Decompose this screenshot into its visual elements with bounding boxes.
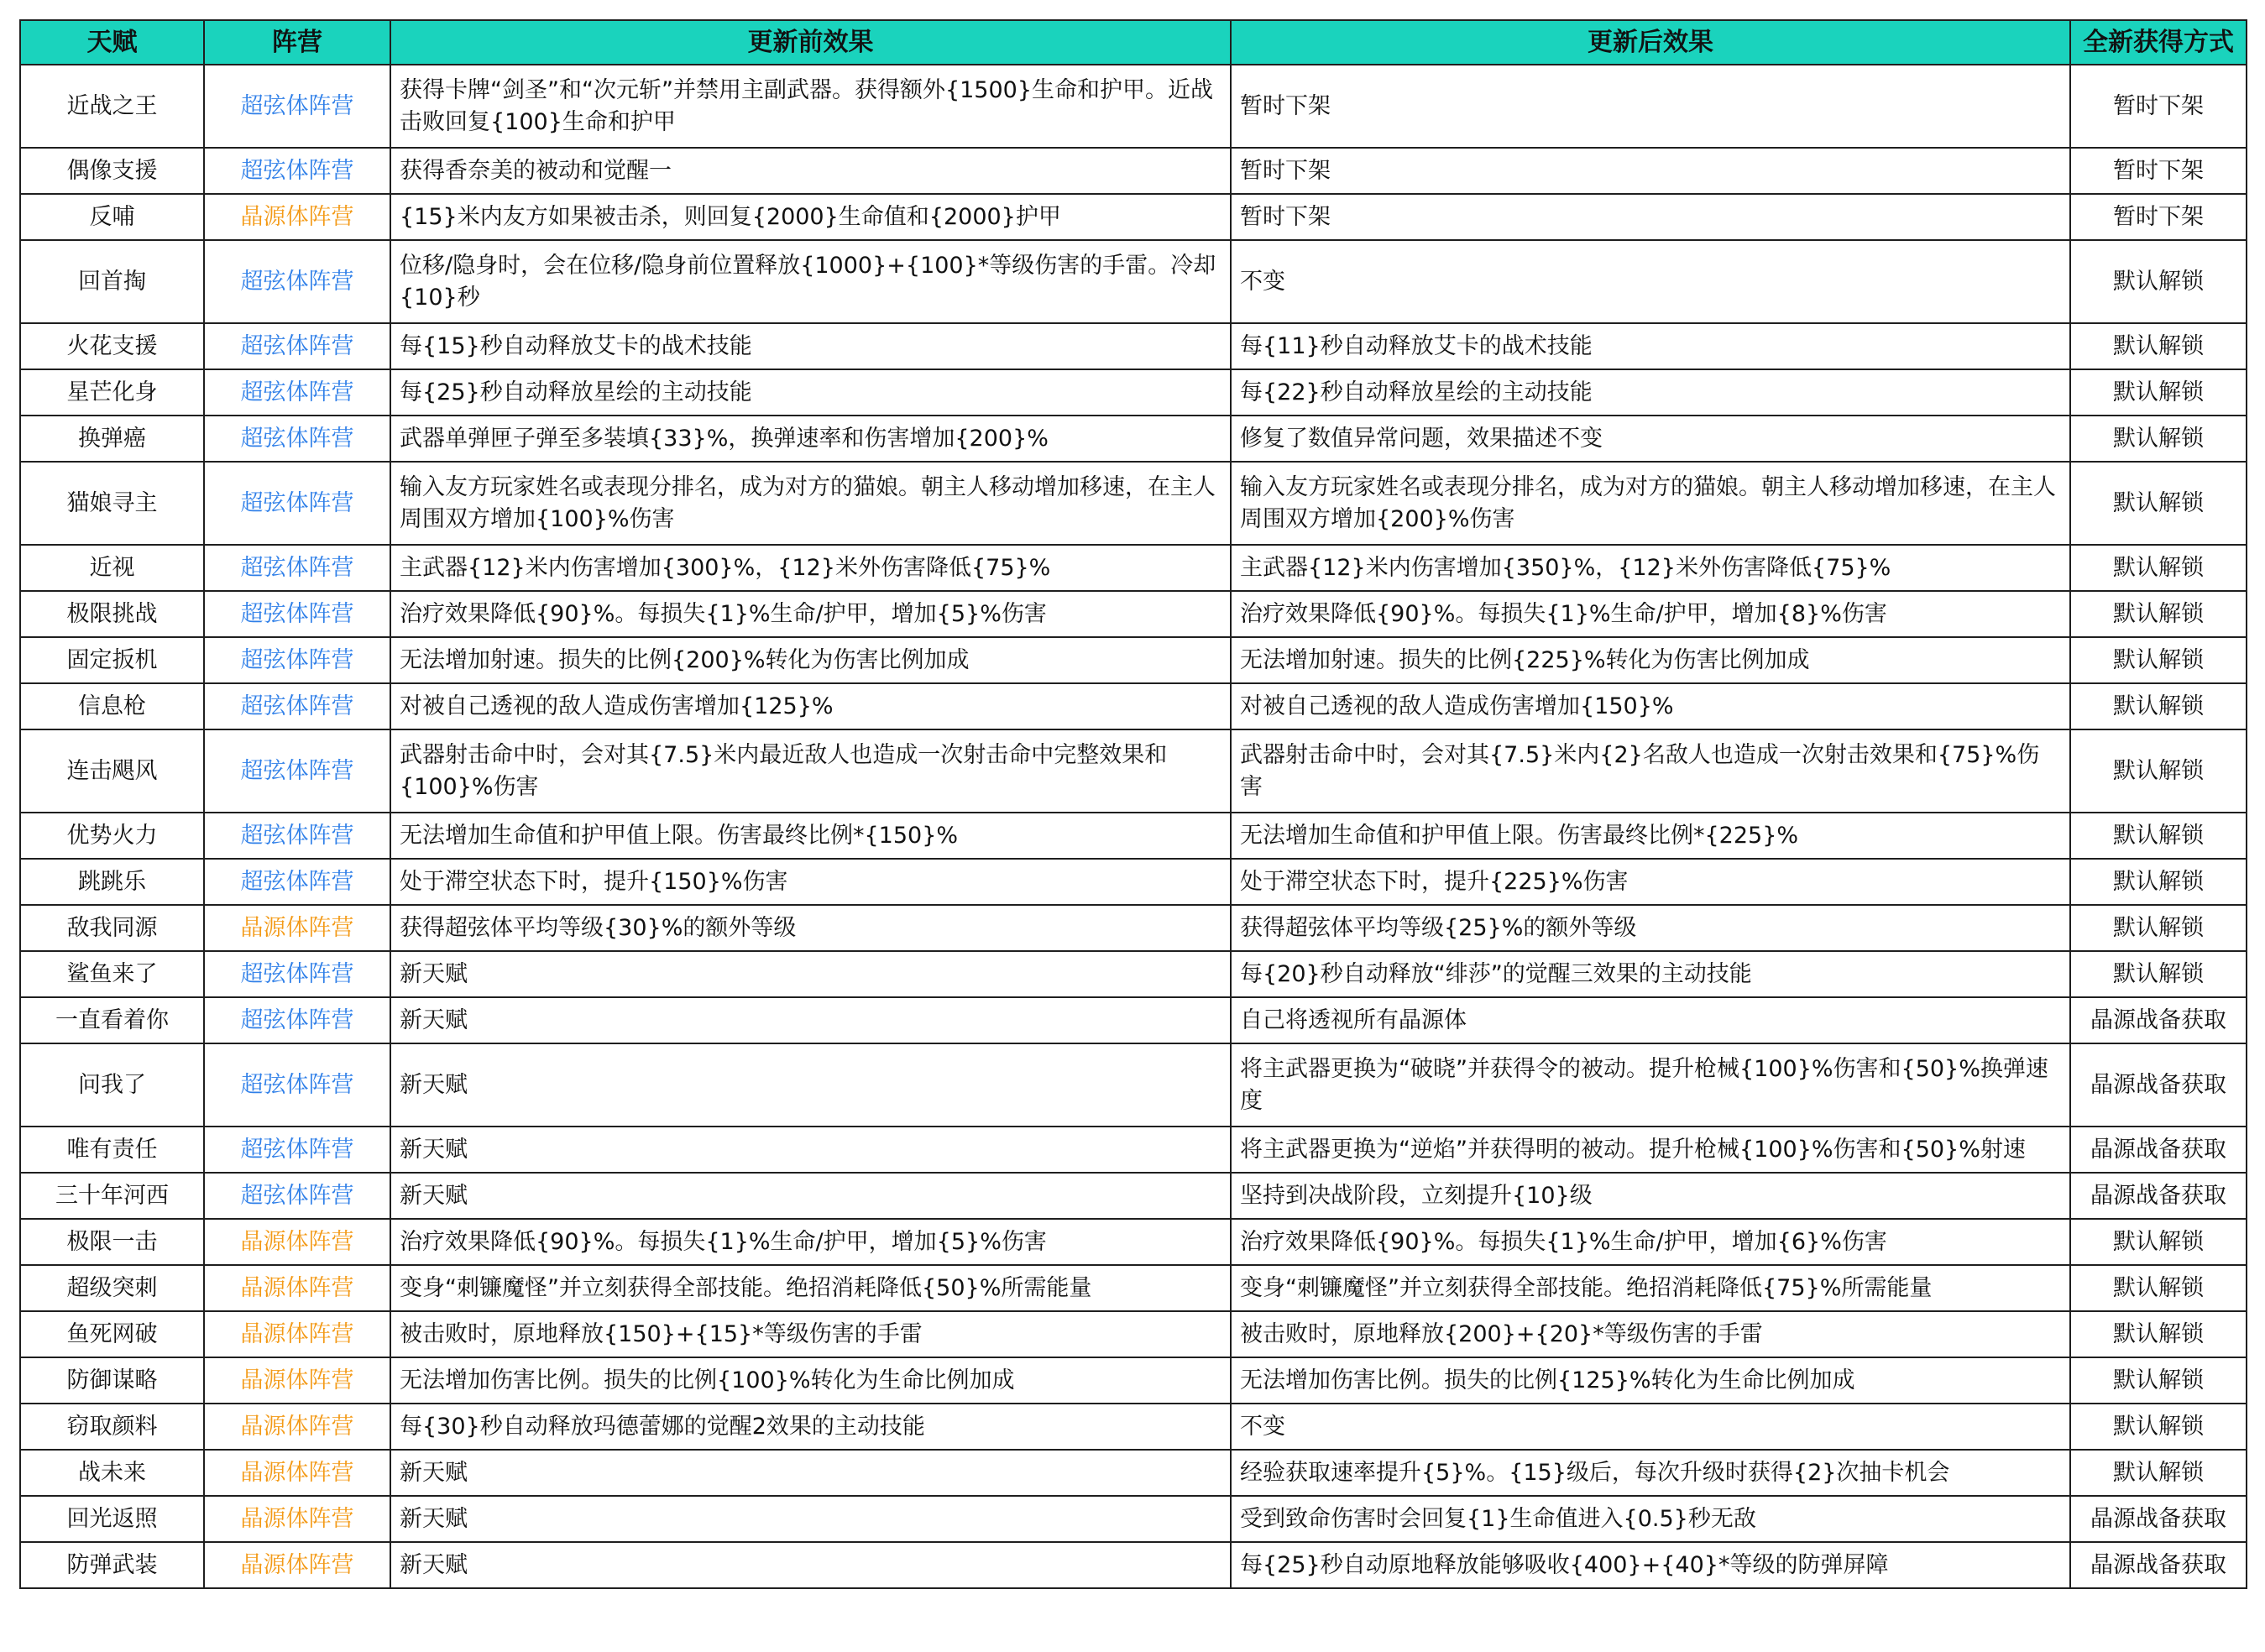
table-row [20, 1404, 2247, 1450]
table-row [20, 1450, 2247, 1496]
camp-cell: 晶源体阵营 [204, 905, 390, 951]
after-effect-cell: 每{11}秒自动释放艾卡的战术技能 [1231, 323, 2070, 369]
talent-name-cell: 敌我同源 [20, 905, 204, 951]
camp-cell: 超弦体阵营 [204, 462, 390, 545]
table-row [20, 1357, 2247, 1404]
talent-name-cell: 一直看着你 [20, 997, 204, 1043]
after-effect-cell: 变身“刺镰魔怪”并立刻获得全部技能。绝招消耗降低{75}%所需能量 [1231, 1265, 2070, 1311]
before-effect-cell: 新天赋 [390, 1173, 1231, 1219]
table-row [20, 65, 2247, 148]
table-row [20, 1542, 2247, 1588]
camp-cell: 超弦体阵营 [204, 1043, 390, 1127]
table-row [20, 1311, 2247, 1357]
after-effect-cell: 无法增加射速。损失的比例{225}%转化为伤害比例加成 [1231, 637, 2070, 683]
after-effect-cell: 治疗效果降低{90}%。每损失{1}%生命/护甲，增加{8}%伤害 [1231, 591, 2070, 637]
before-effect-cell: 位移/隐身时，会在位移/隐身前位置释放{1000}+{100}*等级伤害的手雷。冷却{10}秒 [390, 240, 1231, 323]
acquire-method-cell: 默认解锁 [2070, 462, 2247, 545]
after-effect-cell: 不变 [1231, 240, 2070, 323]
acquire-method-cell: 晶源战备获取 [2070, 1043, 2247, 1127]
camp-cell: 晶源体阵营 [204, 1357, 390, 1404]
before-effect-cell: 无法增加射速。损失的比例{200}%转化为伤害比例加成 [390, 637, 1231, 683]
acquire-method-cell: 暂时下架 [2070, 148, 2247, 194]
talent-name-cell: 信息枪 [20, 683, 204, 729]
after-effect-cell: 每{22}秒自动释放星绘的主动技能 [1231, 369, 2070, 416]
camp-cell: 超弦体阵营 [204, 813, 390, 859]
acquire-method-cell: 默认解锁 [2070, 1357, 2247, 1404]
acquire-method-cell: 默认解锁 [2070, 683, 2247, 729]
talent-name-cell: 防御谋略 [20, 1357, 204, 1404]
acquire-method-cell: 默认解锁 [2070, 729, 2247, 813]
before-effect-cell: 治疗效果降低{90}%。每损失{1}%生命/护甲，增加{5}%伤害 [390, 591, 1231, 637]
talent-name-cell: 极限挑战 [20, 591, 204, 637]
header-before-effect: 更新前效果 [390, 20, 1231, 65]
acquire-method-cell: 晶源战备获取 [2070, 1542, 2247, 1588]
camp-cell: 超弦体阵营 [204, 240, 390, 323]
acquire-method-cell: 默认解锁 [2070, 369, 2247, 416]
talent-name-cell: 超级突刺 [20, 1265, 204, 1311]
table-row [20, 905, 2247, 951]
before-effect-cell: 武器射击命中时，会对其{7.5}米内最近敌人也造成一次射击命中完整效果和{100}%伤害 [390, 729, 1231, 813]
talent-name-cell: 猫娘寻主 [20, 462, 204, 545]
header-talent: 天赋 [20, 20, 204, 65]
table-row [20, 951, 2247, 997]
talent-name-cell: 近视 [20, 545, 204, 591]
talent-name-cell: 近战之王 [20, 65, 204, 148]
talent-update-table [19, 19, 2247, 1589]
table-row [20, 1127, 2247, 1173]
before-effect-cell: 每{30}秒自动释放玛德蕾娜的觉醒2效果的主动技能 [390, 1404, 1231, 1450]
acquire-method-cell: 暂时下架 [2070, 65, 2247, 148]
after-effect-cell: 不变 [1231, 1404, 2070, 1450]
camp-cell: 晶源体阵营 [204, 1265, 390, 1311]
camp-cell: 超弦体阵营 [204, 1173, 390, 1219]
table-row [20, 997, 2247, 1043]
table-row [20, 859, 2247, 905]
after-effect-cell: 主武器{12}米内伤害增加{350}%，{12}米外伤害降低{75}% [1231, 545, 2070, 591]
after-effect-cell: 被击败时，原地释放{200}+{20}*等级伤害的手雷 [1231, 1311, 2070, 1357]
after-effect-cell: 将主武器更换为“破晓”并获得令的被动。提升枪械{100}%伤害和{50}%换弹速度 [1231, 1043, 2070, 1127]
acquire-method-cell: 晶源战备获取 [2070, 997, 2247, 1043]
table-row [20, 1043, 2247, 1127]
talent-name-cell: 防弹武装 [20, 1542, 204, 1588]
acquire-method-cell: 默认解锁 [2070, 637, 2247, 683]
camp-cell: 超弦体阵营 [204, 729, 390, 813]
before-effect-cell: {15}米内友方如果被击杀，则回复{2000}生命值和{2000}护甲 [390, 194, 1231, 240]
acquire-method-cell: 默认解锁 [2070, 323, 2247, 369]
camp-cell: 超弦体阵营 [204, 859, 390, 905]
table-row [20, 1219, 2247, 1265]
header-row [20, 20, 2247, 65]
after-effect-cell: 无法增加伤害比例。损失的比例{125}%转化为生命比例加成 [1231, 1357, 2070, 1404]
talent-name-cell: 连击飓风 [20, 729, 204, 813]
acquire-method-cell: 暂时下架 [2070, 194, 2247, 240]
table-row [20, 1265, 2247, 1311]
acquire-method-cell: 晶源战备获取 [2070, 1127, 2247, 1173]
talent-name-cell: 回首掏 [20, 240, 204, 323]
table-row [20, 240, 2247, 323]
camp-cell: 超弦体阵营 [204, 416, 390, 462]
talent-name-cell: 固定扳机 [20, 637, 204, 683]
talent-name-cell: 鲨鱼来了 [20, 951, 204, 997]
table-row [20, 369, 2247, 416]
talent-name-cell: 窃取颜料 [20, 1404, 204, 1450]
talent-name-cell: 反哺 [20, 194, 204, 240]
before-effect-cell: 输入友方玩家姓名或表现分排名，成为对方的猫娘。朝主人移动增加移速，在主人周围双方增加{100}%伤害 [390, 462, 1231, 545]
acquire-method-cell: 默认解锁 [2070, 240, 2247, 323]
acquire-method-cell: 默认解锁 [2070, 1311, 2247, 1357]
table-row [20, 462, 2247, 545]
after-effect-cell: 治疗效果降低{90}%。每损失{1}%生命/护甲，增加{6}%伤害 [1231, 1219, 2070, 1265]
after-effect-cell: 自己将透视所有晶源体 [1231, 997, 2070, 1043]
after-effect-cell: 暂时下架 [1231, 65, 2070, 148]
acquire-method-cell: 默认解锁 [2070, 905, 2247, 951]
before-effect-cell: 获得卡牌“剑圣”和“次元斩”并禁用主副武器。获得额外{1500}生命和护甲。近战击败回复{100}生命和护甲 [390, 65, 1231, 148]
after-effect-cell: 处于滞空状态下时，提升{225}%伤害 [1231, 859, 2070, 905]
talent-name-cell: 火花支援 [20, 323, 204, 369]
after-effect-cell: 修复了数值异常问题，效果描述不变 [1231, 416, 2070, 462]
before-effect-cell: 新天赋 [390, 951, 1231, 997]
table-row [20, 1173, 2247, 1219]
table-row [20, 545, 2247, 591]
camp-cell: 超弦体阵营 [204, 683, 390, 729]
camp-cell: 超弦体阵营 [204, 65, 390, 148]
before-effect-cell: 对被自己透视的敌人造成伤害增加{125}% [390, 683, 1231, 729]
table-row [20, 148, 2247, 194]
acquire-method-cell: 默认解锁 [2070, 813, 2247, 859]
after-effect-cell: 无法增加生命值和护甲值上限。伤害最终比例*{225}% [1231, 813, 2070, 859]
before-effect-cell: 治疗效果降低{90}%。每损失{1}%生命/护甲，增加{5}%伤害 [390, 1219, 1231, 1265]
after-effect-cell: 每{25}秒自动原地释放能够吸收{400}+{40}*等级的防弹屏障 [1231, 1542, 2070, 1588]
after-effect-cell: 武器射击命中时，会对其{7.5}米内{2}名敌人也造成一次射击效果和{75}%伤害 [1231, 729, 2070, 813]
before-effect-cell: 每{15}秒自动释放艾卡的战术技能 [390, 323, 1231, 369]
before-effect-cell: 无法增加生命值和护甲值上限。伤害最终比例*{150}% [390, 813, 1231, 859]
after-effect-cell: 坚持到决战阶段，立刻提升{10}级 [1231, 1173, 2070, 1219]
table-row [20, 813, 2247, 859]
table-row [20, 683, 2247, 729]
before-effect-cell: 新天赋 [390, 997, 1231, 1043]
camp-cell: 晶源体阵营 [204, 1542, 390, 1588]
table-row [20, 1496, 2247, 1542]
table-row [20, 323, 2247, 369]
before-effect-cell: 变身“刺镰魔怪”并立刻获得全部技能。绝招消耗降低{50}%所需能量 [390, 1265, 1231, 1311]
talent-name-cell: 回光返照 [20, 1496, 204, 1542]
before-effect-cell: 新天赋 [390, 1043, 1231, 1127]
acquire-method-cell: 默认解锁 [2070, 951, 2247, 997]
camp-cell: 晶源体阵营 [204, 194, 390, 240]
talent-name-cell: 鱼死网破 [20, 1311, 204, 1357]
table-body [20, 65, 2247, 1588]
acquire-method-cell: 默认解锁 [2070, 1219, 2247, 1265]
acquire-method-cell: 默认解锁 [2070, 1404, 2247, 1450]
table-header [20, 20, 2247, 65]
camp-cell: 超弦体阵营 [204, 1127, 390, 1173]
before-effect-cell: 获得香奈美的被动和觉醒一 [390, 148, 1231, 194]
acquire-method-cell: 默认解锁 [2070, 1450, 2247, 1496]
table-row [20, 729, 2247, 813]
before-effect-cell: 被击败时，原地释放{150}+{15}*等级伤害的手雷 [390, 1311, 1231, 1357]
camp-cell: 超弦体阵营 [204, 545, 390, 591]
before-effect-cell: 武器单弹匣子弹至多装填{33}%，换弹速率和伤害增加{200}% [390, 416, 1231, 462]
camp-cell: 晶源体阵营 [204, 1219, 390, 1265]
camp-cell: 超弦体阵营 [204, 323, 390, 369]
before-effect-cell: 每{25}秒自动释放星绘的主动技能 [390, 369, 1231, 416]
talent-name-cell: 优势火力 [20, 813, 204, 859]
before-effect-cell: 主武器{12}米内伤害增加{300}%，{12}米外伤害降低{75}% [390, 545, 1231, 591]
before-effect-cell: 新天赋 [390, 1542, 1231, 1588]
camp-cell: 晶源体阵营 [204, 1404, 390, 1450]
acquire-method-cell: 晶源战备获取 [2070, 1496, 2247, 1542]
talent-name-cell: 问我了 [20, 1043, 204, 1127]
camp-cell: 超弦体阵营 [204, 997, 390, 1043]
after-effect-cell: 每{20}秒自动释放“绯莎”的觉醒三效果的主动技能 [1231, 951, 2070, 997]
talent-name-cell: 偶像支援 [20, 148, 204, 194]
talent-name-cell: 战未来 [20, 1450, 204, 1496]
camp-cell: 超弦体阵营 [204, 591, 390, 637]
after-effect-cell: 将主武器更换为“逆焰”并获得明的被动。提升枪械{100}%伤害和{50}%射速 [1231, 1127, 2070, 1173]
camp-cell: 晶源体阵营 [204, 1311, 390, 1357]
acquire-method-cell: 晶源战备获取 [2070, 1173, 2247, 1219]
acquire-method-cell: 默认解锁 [2070, 416, 2247, 462]
header-after-effect: 更新后效果 [1231, 20, 2070, 65]
talent-name-cell: 跳跳乐 [20, 859, 204, 905]
talent-name-cell: 星芒化身 [20, 369, 204, 416]
after-effect-cell: 受到致命伤害时会回复{1}生命值进入{0.5}秒无敌 [1231, 1496, 2070, 1542]
camp-cell: 超弦体阵营 [204, 637, 390, 683]
after-effect-cell: 暂时下架 [1231, 148, 2070, 194]
after-effect-cell: 暂时下架 [1231, 194, 2070, 240]
camp-cell: 晶源体阵营 [204, 1496, 390, 1542]
talent-name-cell: 极限一击 [20, 1219, 204, 1265]
acquire-method-cell: 默认解锁 [2070, 591, 2247, 637]
acquire-method-cell: 默认解锁 [2070, 1265, 2247, 1311]
table-row [20, 591, 2247, 637]
before-effect-cell: 新天赋 [390, 1127, 1231, 1173]
before-effect-cell: 处于滞空状态下时，提升{150}%伤害 [390, 859, 1231, 905]
before-effect-cell: 新天赋 [390, 1450, 1231, 1496]
camp-cell: 超弦体阵营 [204, 148, 390, 194]
table-row [20, 637, 2247, 683]
acquire-method-cell: 默认解锁 [2070, 545, 2247, 591]
camp-cell: 超弦体阵营 [204, 369, 390, 416]
after-effect-cell: 输入友方玩家姓名或表现分排名，成为对方的猫娘。朝主人移动增加移速，在主人周围双方增加{200}%伤害 [1231, 462, 2070, 545]
table-row [20, 416, 2247, 462]
acquire-method-cell: 默认解锁 [2070, 859, 2247, 905]
talent-table-container [19, 19, 2246, 1589]
before-effect-cell: 无法增加伤害比例。损失的比例{100}%转化为生命比例加成 [390, 1357, 1231, 1404]
after-effect-cell: 对被自己透视的敌人造成伤害增加{150}% [1231, 683, 2070, 729]
header-acquire-method: 全新获得方式 [2070, 20, 2247, 65]
after-effect-cell: 获得超弦体平均等级{25}%的额外等级 [1231, 905, 2070, 951]
talent-name-cell: 三十年河西 [20, 1173, 204, 1219]
after-effect-cell: 经验获取速率提升{5}%。{15}级后，每次升级时获得{2}次抽卡机会 [1231, 1450, 2070, 1496]
talent-name-cell: 换弹癌 [20, 416, 204, 462]
table-row [20, 194, 2247, 240]
camp-cell: 晶源体阵营 [204, 1450, 390, 1496]
talent-name-cell: 唯有责任 [20, 1127, 204, 1173]
header-camp: 阵营 [204, 20, 390, 65]
before-effect-cell: 新天赋 [390, 1496, 1231, 1542]
camp-cell: 超弦体阵营 [204, 951, 390, 997]
before-effect-cell: 获得超弦体平均等级{30}%的额外等级 [390, 905, 1231, 951]
